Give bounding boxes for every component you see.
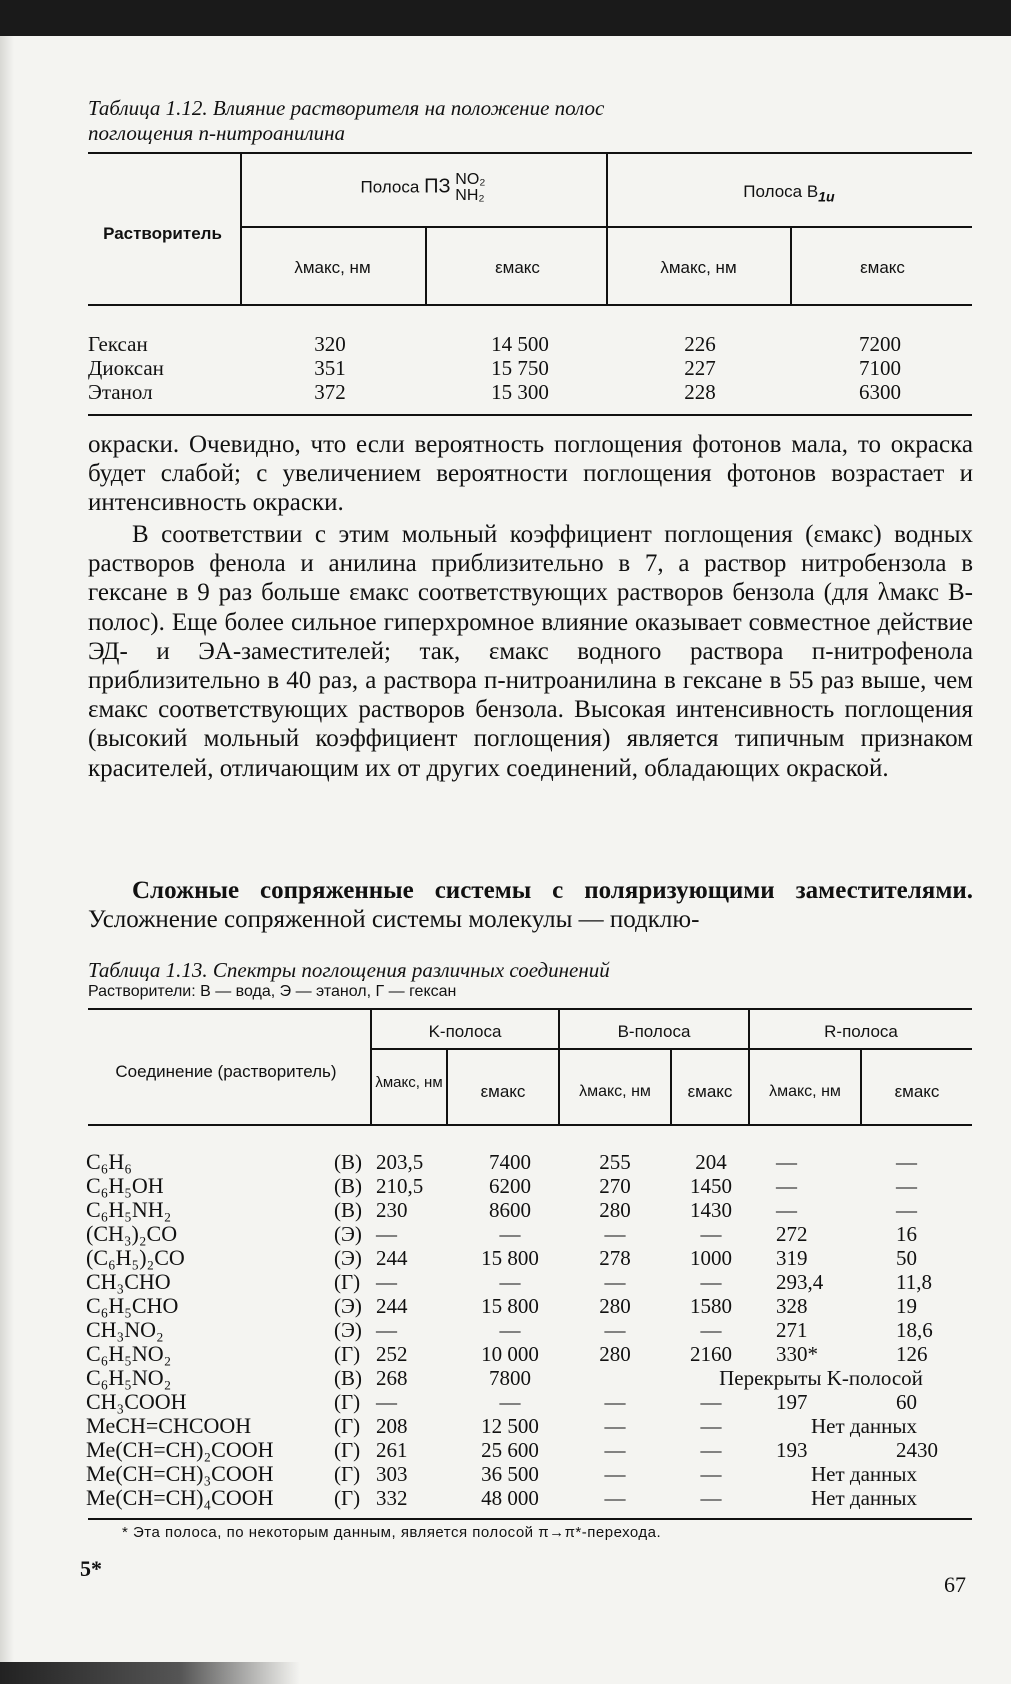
table-cell: (CH₃)₂CO (86, 1221, 178, 1246)
table-cell: Этанол (88, 380, 153, 404)
table-cell: 7400 (489, 1150, 531, 1174)
table-cell: 25 600 (481, 1438, 539, 1462)
table2-header-k-eps: εмакс (480, 1082, 526, 1101)
table2-r-lambda (776, 1150, 823, 1510)
table1-header-rule (88, 304, 972, 306)
table-cell: (Г) (334, 1462, 361, 1486)
table-cell: 227 (684, 356, 716, 380)
table-cell: — (604, 1222, 626, 1246)
signature-mark: 5* (80, 1556, 102, 1581)
table-cell: 230 (376, 1198, 408, 1222)
table-cell: — (499, 1318, 521, 1342)
table1-header-band1 (250, 172, 596, 204)
table2-r-eps (896, 1150, 938, 1510)
table-cell: CH₃CHO (86, 1269, 171, 1294)
table-cell: 255 (599, 1150, 631, 1174)
table2-b-lambda (580, 1150, 650, 1510)
table1-bottom-rule (88, 414, 972, 416)
table-cell: Me(CH=CH)₂COOH (86, 1437, 274, 1462)
table2-bottom-rule (88, 1518, 972, 1520)
table2-header-r-lambda: λмакс, нм (769, 1083, 841, 1100)
table2-caption-solvents: Растворители: В — вода, Э — этанол, Г — гексан (88, 983, 457, 1000)
table1-vline (425, 226, 427, 304)
table2-header-r: R-полоса (824, 1022, 898, 1041)
table-cell: 18,6 (896, 1318, 933, 1342)
table-cell: — (376, 1318, 397, 1342)
table-cell: 50 (896, 1246, 917, 1270)
table-cell: 6200 (489, 1174, 531, 1198)
table1-lambda2 (660, 332, 740, 404)
table2-merged-cell: Перекрыты K-полосой (719, 1366, 923, 1390)
table2-header-rule (88, 1124, 972, 1126)
table-cell: — (604, 1414, 626, 1438)
table2-header-compound: Соединение (растворитель) (115, 1062, 337, 1081)
table1-mid-rule (240, 226, 972, 228)
table-cell: — (700, 1390, 722, 1414)
table-cell: 226 (684, 332, 716, 356)
table-cell: — (700, 1462, 722, 1486)
table-cell: — (776, 1198, 797, 1222)
table1-header-lambda1: λмакс, нм (294, 258, 371, 277)
scan-top-border (0, 0, 1011, 36)
table-cell: 7200 (859, 332, 901, 356)
band1-symbol: ПЗ (424, 175, 451, 198)
table-cell: 271 (776, 1318, 808, 1342)
table-cell: 210,5 (376, 1174, 424, 1198)
band2-sub: 1u (818, 189, 835, 206)
table-cell: 6300 (859, 380, 901, 404)
table-cell: — (376, 1222, 397, 1246)
table-cell: 15 300 (491, 380, 549, 404)
table-cell: 2430 (896, 1438, 938, 1462)
table-cell: (В) (334, 1198, 362, 1222)
table1-header-eps1: εмакс (495, 258, 540, 277)
scan-bottom-smear (0, 1662, 300, 1684)
table-cell: CH₃NO₂ (86, 1317, 164, 1342)
table-cell: (Г) (334, 1342, 361, 1366)
paragraph-3 (88, 876, 973, 934)
table2-caption-title: Таблица 1.13. Спектры поглощения различных соединений (88, 958, 610, 982)
table2-top-rule (88, 1008, 972, 1010)
table-cell: 19 (896, 1294, 917, 1318)
table-cell: — (700, 1270, 722, 1294)
table-cell: (Г) (334, 1390, 361, 1414)
table-cell (580, 1366, 650, 1390)
table-cell: 204 (695, 1150, 727, 1174)
table-cell: (В) (334, 1366, 362, 1390)
table-cell: C₆H₅CHO (86, 1293, 179, 1318)
table-cell: (Э) (334, 1246, 362, 1270)
table1-header-solvent: Растворитель (103, 224, 222, 243)
table-cell: (В) (334, 1150, 362, 1174)
table-cell: 319 (776, 1246, 808, 1270)
table-cell: Me(CH=CH)₄COOH (86, 1485, 274, 1510)
table-cell: C₆H₅OH (86, 1173, 164, 1198)
table-cell: — (700, 1486, 722, 1510)
table2-k-lambda (376, 1150, 423, 1510)
table-cell: — (896, 1174, 917, 1198)
table-cell: 8600 (489, 1198, 531, 1222)
table-cell: 270 (599, 1174, 631, 1198)
table-cell: — (376, 1390, 397, 1414)
table-cell: — (896, 1198, 917, 1222)
table2-caption (88, 958, 948, 1001)
table1-eps2 (840, 332, 920, 404)
table-cell: 1580 (690, 1294, 732, 1318)
band1-sub: NH₂ (455, 187, 485, 204)
table-cell: — (604, 1390, 626, 1414)
table-cell: (Э) (334, 1222, 362, 1246)
table-cell: C₆H₅NO₂ (86, 1365, 172, 1390)
table2-footnote: * Эта полоса, по некоторым данным, является полосой π→π*-перехода. (122, 1524, 662, 1541)
table1-header-eps2: εмакс (860, 258, 905, 277)
table1-solvents (88, 332, 164, 404)
table-cell: — (499, 1222, 521, 1246)
table-cell: — (499, 1270, 521, 1294)
table-cell: Гексан (88, 332, 148, 356)
table-cell: (Э) (334, 1294, 362, 1318)
table-cell: 293,4 (776, 1270, 824, 1294)
table-cell: 12 500 (481, 1414, 539, 1438)
table2-b-eps (676, 1150, 746, 1510)
table-cell: 252 (376, 1342, 408, 1366)
table-cell: 1000 (690, 1246, 732, 1270)
table-cell: 1450 (690, 1174, 732, 1198)
table-cell: — (700, 1438, 722, 1462)
table-cell: 15 750 (491, 356, 549, 380)
table-cell: 193 (776, 1438, 808, 1462)
band2-label: Полоса B (743, 182, 819, 201)
table-cell: 330* (776, 1342, 818, 1366)
table-cell: 15 800 (481, 1246, 539, 1270)
table-cell: — (604, 1486, 626, 1510)
table2-header-r-eps: εмакс (894, 1082, 940, 1101)
table-cell: C₆H₆ (86, 1149, 132, 1174)
table2-merged-cell: Нет данных (810, 1414, 917, 1438)
table-cell: 268 (376, 1366, 408, 1390)
table-cell: 280 (599, 1342, 631, 1366)
table-cell: 11,8 (896, 1270, 932, 1294)
table-cell: (В) (334, 1174, 362, 1198)
table2-header-b: B-полоса (617, 1022, 691, 1041)
table1-top-rule (88, 152, 972, 154)
table2-k-eps (460, 1150, 560, 1510)
table-cell: (Г) (334, 1270, 361, 1294)
table-cell: 372 (314, 380, 346, 404)
table2-solvents (334, 1150, 362, 1510)
table-cell: 280 (599, 1294, 631, 1318)
table-cell: (Г) (334, 1438, 361, 1462)
table-cell: 2160 (690, 1342, 732, 1366)
table2-header-k: K-полоса (428, 1022, 502, 1041)
table-cell: 351 (314, 356, 346, 380)
table1-lambda1 (290, 332, 370, 404)
table-cell: 261 (376, 1438, 408, 1462)
table-cell: (Г) (334, 1414, 361, 1438)
table-cell: — (776, 1150, 797, 1174)
table-cell: — (896, 1150, 917, 1174)
table2-merged-cell: Нет данных (810, 1486, 917, 1510)
table-cell: Диоксан (88, 356, 164, 380)
table-cell: 1430 (690, 1198, 732, 1222)
scan-left-edge (0, 36, 14, 1684)
table-cell: 244 (376, 1246, 408, 1270)
table-cell: 244 (376, 1294, 408, 1318)
table2-header-k-lambda: λмакс, нм (375, 1074, 443, 1091)
table-cell: 15 800 (481, 1294, 539, 1318)
band1-sup: NO₂ (455, 171, 486, 188)
table-cell: 7800 (489, 1366, 531, 1390)
table-cell: 60 (896, 1390, 917, 1414)
table-cell: 14 500 (491, 332, 549, 356)
table-cell: — (776, 1174, 797, 1198)
table2-compounds (86, 1150, 274, 1510)
table-cell: C₆H₅NH₂ (86, 1197, 172, 1222)
table1-eps1 (470, 332, 570, 404)
table-cell: 328 (776, 1294, 808, 1318)
paragraph-3-heading: Сложные сопряженные системы с поляризующими заместителями. (132, 877, 973, 904)
table-cell: 320 (314, 332, 346, 356)
table1-header-lambda2: λмакс, нм (660, 258, 737, 277)
table-cell: 280 (599, 1198, 631, 1222)
table-cell: 7100 (859, 356, 901, 380)
table-cell: — (604, 1462, 626, 1486)
table-cell: 197 (776, 1390, 808, 1414)
table1-header-band2 (616, 180, 962, 209)
page-number: 67 (944, 1572, 966, 1597)
table-cell: 303 (376, 1462, 408, 1486)
table-cell: (Г) (334, 1486, 361, 1510)
table-cell: 228 (684, 380, 716, 404)
table-cell: (C₆H₅)₂CO (86, 1245, 185, 1270)
table-cell: — (700, 1318, 722, 1342)
table-cell: Me(CH=CH)₃COOH (86, 1461, 274, 1486)
table1-vline (790, 226, 792, 304)
table-cell: — (700, 1414, 722, 1438)
table-cell: 208 (376, 1414, 408, 1438)
table-cell: — (499, 1390, 521, 1414)
table-cell: — (604, 1438, 626, 1462)
table2-merged-cell: Нет данных (810, 1462, 917, 1486)
table-cell: — (604, 1318, 626, 1342)
table-cell: MeCH=CHCOOH (86, 1413, 252, 1438)
table-cell: (Э) (334, 1318, 362, 1342)
table-cell: 332 (376, 1486, 408, 1510)
table-cell: 16 (896, 1222, 917, 1246)
table-cell: 48 000 (481, 1486, 539, 1510)
table-cell: — (604, 1270, 626, 1294)
table2-header-b-lambda: λмакс, нм (579, 1083, 651, 1100)
table1-vline (606, 152, 608, 304)
table-cell: 126 (896, 1342, 928, 1366)
table-cell: — (376, 1270, 397, 1294)
table-cell: 10 000 (481, 1342, 539, 1366)
table-cell: C₆H₅NO₂ (86, 1341, 172, 1366)
paragraph-2: В соответствии с этим мольный коэффициент поглощения (εмакс) водных растворов фенола и анилина приблизительно в 7, а раствор нитробензола в гексане в 9 раз больше εмакс соответствующих растворов бензола (для λмакс B-полос). Еще более сильное гиперхромное влияние оказывает совместное действие ЭД- и ЭА-заместителей; так, εмакс водного раствора п-нитрофенола приблизительно в 40 раз, а раствора п-нитроанилина в гексане в 55 раз выше, чем εмакс соответствующих растворов бензола. Высокая интенсивность поглощения (высокий мольный коэффициент поглощения) является типичным признаком красителей, отличающим их от других соединений, обладающих окраской. (88, 521, 973, 782)
table-cell: 203,5 (376, 1150, 424, 1174)
table-cell: 272 (776, 1222, 808, 1246)
band1-label: Полоса (360, 177, 420, 197)
paragraph-3-text: Усложнение сопряженной системы молекулы — подклю- (88, 906, 700, 934)
table-cell: — (700, 1222, 722, 1246)
table1-vline (240, 152, 242, 304)
table2-header-b-eps: εмакс (687, 1082, 733, 1101)
table-cell: CH₃COOH (86, 1389, 187, 1414)
table1-caption: Таблица 1.12. Влияние растворителя на положение полос поглощения п-нитроанилина (88, 96, 605, 145)
paragraph-1: окраски. Очевидно, что если вероятность поглощения фотонов мала, то окраска будет слабой; с увеличением вероятности поглощения фотонов возрастает и интенсивность окраски. (88, 431, 973, 517)
table-cell: 278 (599, 1246, 631, 1270)
table-cell: 36 500 (481, 1462, 539, 1486)
